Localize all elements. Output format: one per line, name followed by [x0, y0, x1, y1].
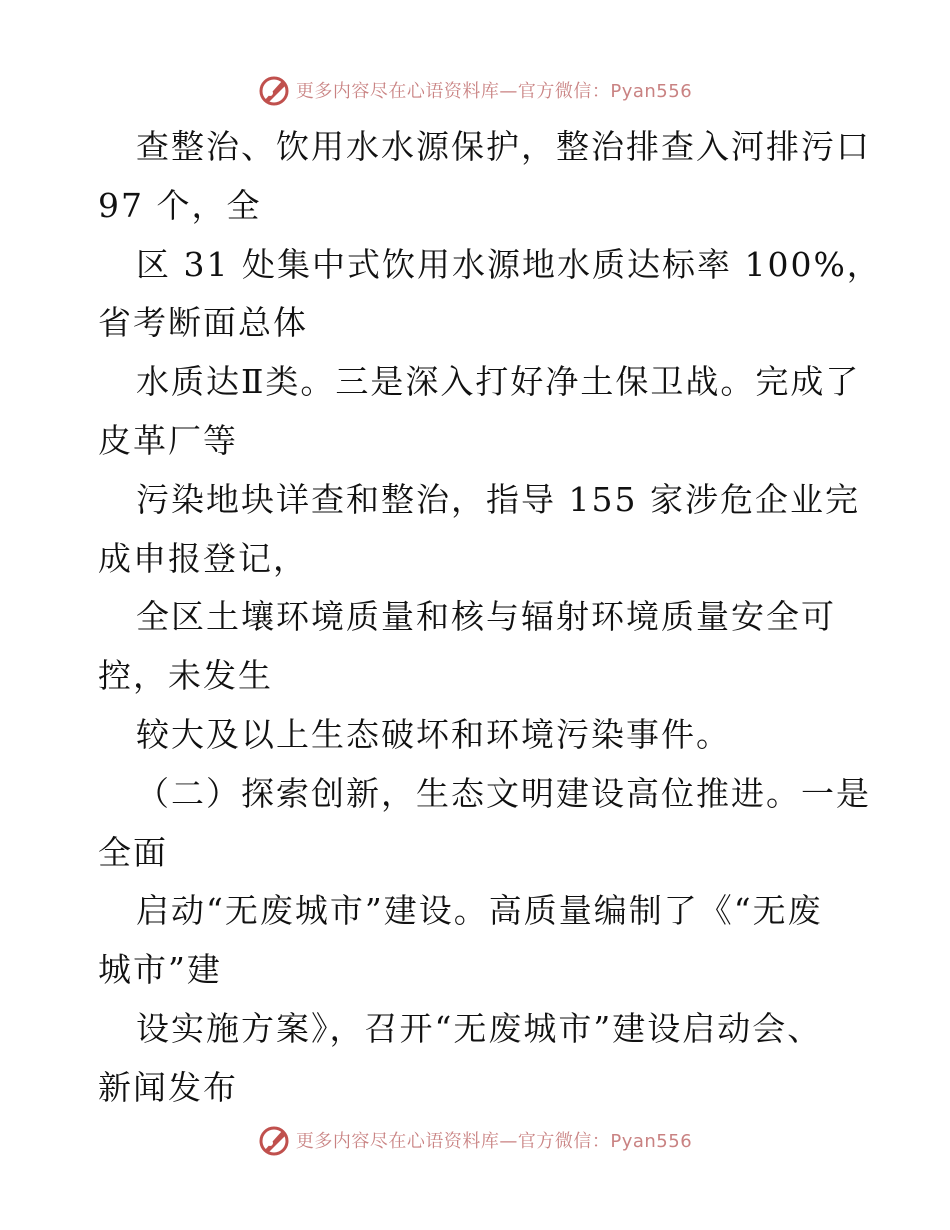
text-line: 查整治、饮用水水源保护，整治排查入河排污口: [136, 127, 871, 166]
text-line: 城市”建: [98, 950, 222, 990]
text-line: 全区土壤环境质量和核与辐射环境质量安全可: [136, 597, 836, 637]
text-line: 皮革厂等: [98, 420, 238, 460]
text-line: 启动“无废城市”建设。高质量编制了《“无废: [136, 891, 823, 931]
footer-watermark-text: 更多内容尽在心语资料库—官方微信：Pyan556: [295, 1131, 693, 1152]
text-line: 污染地块详查和整治，指导 155 家涉危企业完: [136, 479, 860, 519]
text-line: 区 31 处集中式饮用水源地水质达标率 100%，: [136, 244, 882, 284]
text-line: 97 个，全: [98, 185, 262, 225]
header-watermark-text: 更多内容尽在心语资料库—官方微信：Pyan556: [295, 81, 693, 102]
header-watermark: [0, 70, 950, 110]
text-line: 成申报登记，: [98, 538, 308, 578]
text-line: （二）探索创新，生态文明建设高位推进。一是: [136, 773, 871, 813]
footer-watermark: [0, 1120, 950, 1160]
text-line: 水质达Ⅱ类。三是深入打好净土保卫战。完成了: [136, 362, 861, 402]
text-line: 全面: [98, 832, 168, 872]
text-line: 省考断面总体: [98, 303, 308, 343]
text-line: 控，未发生: [98, 656, 273, 696]
document-body: [98, 118, 882, 1118]
text-line: 新闻发布: [98, 1067, 238, 1107]
pen-logo-icon: [258, 73, 292, 107]
pen-logo-icon: [258, 1123, 292, 1157]
text-line: 设实施方案》，召开“无废城市”建设启动会、: [136, 1008, 823, 1048]
text-line: 较大及以上生态破坏和环境污染事件。: [136, 714, 731, 754]
